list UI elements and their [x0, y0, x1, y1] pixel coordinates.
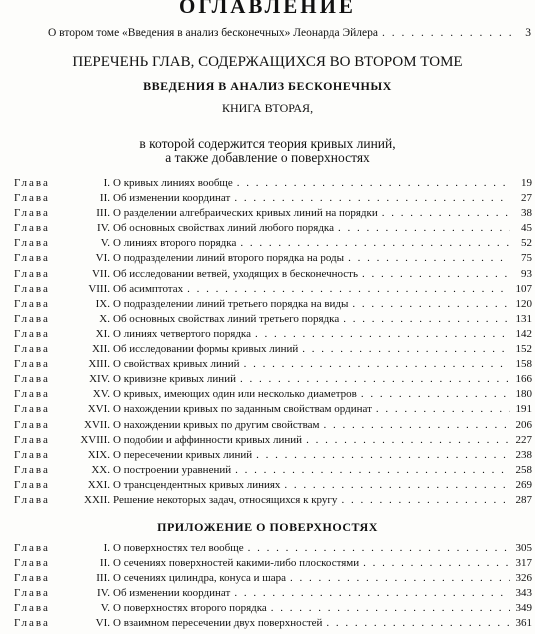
chapter-word: Глава — [14, 358, 50, 371]
chapter-page-number: 227 — [515, 433, 532, 446]
dot-leader — [339, 313, 510, 325]
chapter-page-number: 107 — [515, 282, 532, 295]
chapter-number: VIII. — [88, 282, 110, 295]
toc-row — [14, 358, 532, 373]
book-description-line-2: а также добавление о поверхностях — [165, 150, 370, 165]
chapter-page-number: 317 — [515, 557, 532, 570]
chapter-number: XIII. — [88, 358, 110, 371]
chapter-title: О кривизне кривых линий — [113, 373, 236, 386]
appendix-list — [14, 542, 532, 633]
chapter-number: XII. — [91, 343, 110, 356]
chapter-word: Глава — [14, 572, 50, 585]
chapter-number: XV. — [92, 388, 110, 401]
toc-row — [14, 434, 532, 449]
page-title: ОГЛАВЛЕНИЕ — [179, 0, 356, 18]
chapter-page-number: 93 — [521, 267, 532, 280]
toc-row — [14, 237, 532, 252]
chapter-title: Об асимптотах — [113, 282, 184, 295]
toc-row — [14, 403, 532, 418]
dot-leader — [280, 479, 510, 491]
chapter-page-number: 166 — [515, 373, 532, 386]
dot-leader — [230, 192, 510, 204]
chapter-word: Глава — [14, 297, 50, 310]
chapter-number: XVI. — [87, 403, 110, 416]
chapter-word: Глава — [14, 388, 50, 401]
chapter-title: О нахождении кривых по заданным свойствам ординат — [113, 403, 372, 416]
dot-leader — [240, 358, 510, 370]
chapter-word: Глава — [14, 343, 50, 356]
dot-leader — [236, 237, 510, 249]
chapter-page-number: 75 — [521, 252, 532, 265]
toc-row — [14, 494, 532, 509]
chapter-number: II. — [99, 192, 110, 205]
chapter-page-number: 19 — [521, 177, 532, 189]
chapter-word: Глава — [14, 602, 50, 615]
chapter-page-number: 27 — [521, 192, 532, 205]
toc-row — [14, 313, 532, 328]
chapter-number: XXI. — [87, 478, 110, 491]
chapter-number: XI. — [95, 327, 110, 340]
dot-leader — [337, 494, 510, 506]
chapter-word: Глава — [14, 493, 50, 506]
dot-leader — [334, 222, 510, 234]
dot-leader — [378, 27, 517, 39]
chapter-title: О линиях четвертого порядка — [113, 327, 251, 340]
chapter-page-number: 206 — [515, 418, 532, 431]
chapter-number: XIV. — [89, 373, 110, 386]
dot-leader — [344, 252, 510, 264]
chapter-word: Глава — [14, 448, 50, 461]
chapter-number: V. — [100, 237, 110, 250]
chapter-page-number: 349 — [515, 602, 532, 615]
intro-entry — [48, 27, 531, 43]
chapter-title: Решение некоторых задач, относящихся к кругу — [113, 493, 338, 506]
dot-leader — [348, 298, 510, 310]
intro-text: О втором томе «Введения в анализ бесконечных» Леонарда Эйлера — [48, 27, 378, 39]
chapter-title: О трансцендентных кривых линиях — [113, 478, 281, 491]
chapter-title: О линиях второго порядка — [113, 237, 237, 250]
chapter-page-number: 326 — [515, 572, 532, 585]
chapter-number: III. — [96, 207, 110, 220]
chapter-page-number: 120 — [515, 297, 532, 310]
toc-row — [14, 542, 532, 557]
chapter-page-number: 45 — [521, 222, 532, 235]
chapter-title: О нахождении кривых по другим свойствам — [113, 418, 320, 431]
dot-leader — [251, 328, 510, 340]
toc-row — [14, 328, 532, 343]
dot-leader — [302, 434, 510, 446]
chapter-title: О свойствах кривых линий — [113, 358, 240, 371]
toc-row — [14, 419, 532, 434]
chapter-title: Об основных свойствах линий любого порядка — [113, 222, 334, 235]
chapter-number: XVII. — [84, 418, 110, 431]
chapter-page-number: 38 — [521, 207, 532, 220]
chapter-word: Глава — [14, 617, 50, 630]
chapter-title: О пересечении кривых линий — [113, 448, 253, 461]
chapter-word: Глава — [14, 237, 50, 250]
chapter-page-number: 180 — [515, 388, 532, 401]
toc-row — [14, 268, 532, 283]
chapter-title: О кривых, имеющих один или несколько диаметров — [113, 388, 357, 401]
chapter-word: Глава — [14, 222, 50, 235]
chapter-word: Глава — [14, 463, 50, 476]
toc-row — [14, 587, 532, 602]
chapter-number: IX. — [95, 297, 110, 310]
chapter-word: Глава — [14, 252, 50, 265]
chapter-word: Глава — [14, 403, 50, 416]
chapter-number: V. — [100, 602, 110, 615]
toc-row — [14, 449, 532, 464]
chapter-word: Глава — [14, 192, 50, 205]
chapter-title: О разделении алгебраических кривых линий на порядки — [113, 207, 378, 220]
chapter-number: III. — [96, 572, 110, 585]
chapter-number: I. — [103, 177, 110, 189]
chapter-page-number: 343 — [515, 587, 532, 600]
book-description-line-1: в которой содержится теория кривых линий, — [139, 136, 396, 151]
chapter-list — [14, 177, 532, 509]
toc-row — [14, 388, 532, 403]
dot-leader — [378, 207, 510, 219]
toc-row — [14, 479, 532, 494]
chapter-number: XXII. — [84, 493, 110, 506]
chapter-title: О сечениях цилиндра, конуса и шара — [113, 572, 287, 585]
chapter-title: О кривых линиях вообще — [113, 177, 233, 189]
dot-leader — [231, 464, 510, 476]
chapter-number: VII. — [91, 267, 110, 280]
dot-leader — [230, 587, 510, 599]
dot-leader — [233, 177, 510, 189]
toc-row — [14, 177, 532, 192]
toc-row — [14, 464, 532, 479]
chapter-word: Глава — [14, 373, 50, 386]
chapter-title: О подобии и аффинности кривых линий — [113, 433, 303, 446]
chapter-number: VI. — [95, 252, 110, 265]
chapter-title: Об основных свойствах линий третьего порядка — [113, 312, 340, 325]
chapter-word: Глава — [14, 177, 50, 189]
chapter-title: О сечениях поверхностей какими-либо плоскостями — [113, 557, 360, 570]
chapter-title: Об исследовании ветвей, уходящих в бесконечность — [113, 267, 358, 280]
dot-leader — [286, 572, 510, 584]
chapter-page-number: 191 — [515, 403, 532, 416]
section-heading: ПЕРЕЧЕНЬ ГЛАВ, СОДЕРЖАЩИХСЯ ВО ВТОРОМ ТОМЕ — [72, 54, 463, 70]
chapter-number: VI. — [95, 617, 110, 630]
section-subheading: ВВЕДЕНИЯ В АНАЛИЗ БЕСКОНЕЧНЫХ — [143, 79, 392, 93]
chapter-word: Глава — [14, 312, 50, 325]
chapter-number: X. — [99, 312, 110, 325]
dot-leader — [357, 388, 510, 400]
chapter-page-number: 52 — [521, 237, 532, 250]
toc-row — [14, 557, 532, 572]
chapter-number: IV. — [97, 222, 110, 235]
chapter-word: Глава — [14, 478, 50, 491]
chapter-page-number: 305 — [515, 542, 532, 554]
appendix-heading: ПРИЛОЖЕНИЕ О ПОВЕРХНОСТЯХ — [157, 520, 378, 534]
chapter-word: Глава — [14, 207, 50, 220]
dot-leader — [359, 557, 510, 569]
toc-row — [14, 192, 532, 207]
chapter-number: XVIII. — [80, 433, 110, 446]
chapter-title: Об исследовании формы кривых линий — [113, 343, 299, 356]
toc-row — [14, 617, 532, 632]
chapter-page-number: 258 — [515, 463, 532, 476]
toc-row — [14, 602, 532, 617]
chapter-number: XX. — [91, 463, 110, 476]
chapter-page-number: 238 — [515, 448, 532, 461]
dot-leader — [252, 449, 510, 461]
dot-leader — [320, 419, 511, 431]
chapter-page-number: 142 — [515, 327, 532, 340]
chapter-title: О построении уравнений — [113, 463, 232, 476]
chapter-word: Глава — [14, 327, 50, 340]
toc-row — [14, 252, 532, 267]
toc-row — [14, 222, 532, 237]
dot-leader — [372, 403, 510, 415]
dot-leader — [267, 602, 510, 614]
chapter-word: Глава — [14, 418, 50, 431]
chapter-word: Глава — [14, 557, 50, 570]
intro-page-number: 3 — [525, 27, 531, 39]
chapter-number: II. — [99, 557, 110, 570]
toc-row — [14, 298, 532, 313]
chapter-number: I. — [103, 542, 110, 554]
chapter-word: Глава — [14, 267, 50, 280]
chapter-page-number: 158 — [515, 358, 532, 371]
chapter-page-number: 152 — [515, 343, 532, 356]
dot-leader — [298, 343, 510, 355]
dot-leader — [236, 373, 510, 385]
chapter-title: О взаимном пересечении двух поверхностей — [113, 617, 323, 630]
toc-row — [14, 283, 532, 298]
chapter-page-number: 269 — [515, 478, 532, 491]
toc-row — [14, 373, 532, 388]
chapter-title: О подразделении линий третьего порядка на виды — [113, 297, 349, 310]
chapter-word: Глава — [14, 542, 50, 554]
dot-leader — [358, 268, 510, 280]
toc-row — [14, 572, 532, 587]
chapter-word: Глава — [14, 282, 50, 295]
chapter-title: Об изменении координат — [113, 192, 231, 205]
dot-leader — [322, 617, 510, 629]
chapter-page-number: 287 — [515, 493, 532, 506]
chapter-page-number: 131 — [515, 312, 532, 325]
toc-row — [14, 343, 532, 358]
dot-leader — [183, 283, 510, 295]
chapter-title: О поверхностях тел вообще — [113, 542, 244, 554]
chapter-title: Об изменении координат — [113, 587, 231, 600]
book-heading: КНИГА ВТОРАЯ, — [221, 101, 314, 115]
chapter-title: О подразделении линий второго порядка на роды — [113, 252, 345, 265]
chapter-number: XIX. — [87, 448, 110, 461]
dot-leader — [244, 542, 510, 554]
toc-row — [14, 207, 532, 222]
chapter-title: О поверхностях второго порядка — [113, 602, 267, 615]
chapter-number: IV. — [97, 587, 110, 600]
chapter-word: Глава — [14, 587, 50, 600]
chapter-page-number: 361 — [515, 617, 532, 630]
chapter-word: Глава — [14, 433, 50, 446]
